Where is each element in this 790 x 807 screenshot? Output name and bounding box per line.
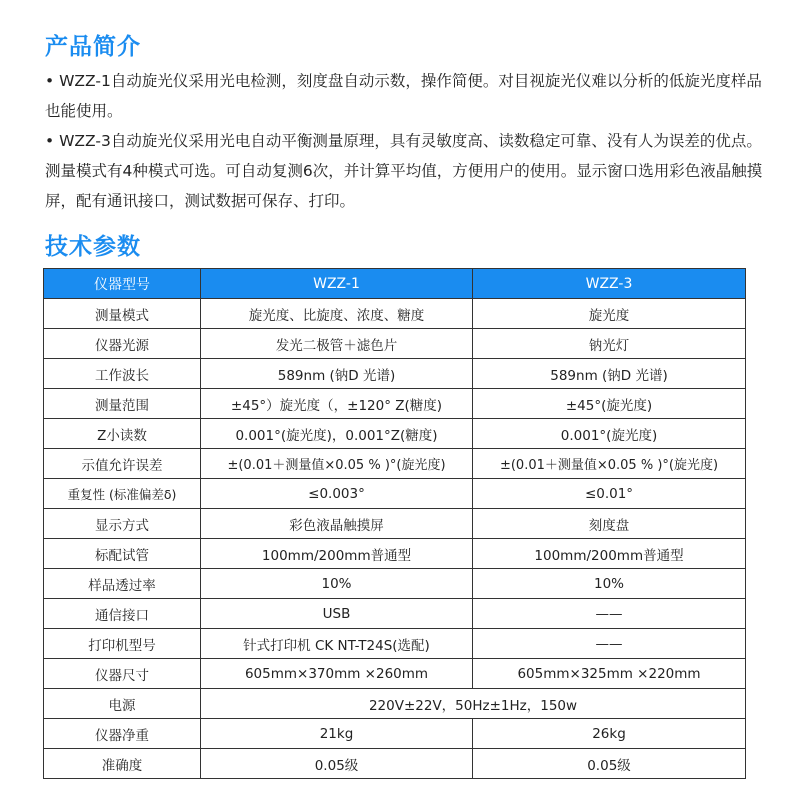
- wzz3-value: 0.001°(旋光度): [473, 419, 746, 449]
- product-intro-heading: 产品简介: [45, 34, 141, 60]
- wzz3-value: ≤0.01°: [473, 479, 746, 509]
- wzz3-value: 旋光度: [473, 299, 746, 329]
- wzz3-value: 10%: [473, 569, 746, 599]
- wzz1-value: 0.001°(旋光度)，0.001°Z(糖度): [201, 419, 473, 449]
- table-row: [44, 719, 746, 749]
- row-label: 仪器净重: [44, 719, 201, 749]
- wzz3-value: 钠光灯: [473, 329, 746, 359]
- wzz3-value: 589nm (钠D 光谱): [473, 359, 746, 389]
- wzz3-value: 605mm×325mm ×220mm: [473, 659, 746, 689]
- wzz1-value: ≤0.003°: [201, 479, 473, 509]
- tech-specs-heading: 技术参数: [45, 234, 141, 260]
- wzz1-value: 589nm (钠D 光谱): [201, 359, 473, 389]
- wzz1-value: 0.05级: [201, 749, 473, 779]
- wzz3-value: ——: [473, 599, 746, 629]
- header-wzz1: WZZ-1: [201, 269, 473, 299]
- wzz1-value: 21kg: [201, 719, 473, 749]
- merged-value: 220V±22V，50Hz±1Hz，150w: [201, 689, 746, 719]
- wzz1-value: ±45°）旋光度（，±120° Z(糖度): [201, 389, 473, 419]
- wzz1-value: 10%: [201, 569, 473, 599]
- wzz3-value: 刻度盘: [473, 509, 746, 539]
- wzz1-value: 彩色液晶触摸屏: [201, 509, 473, 539]
- row-label: 测量模式: [44, 299, 201, 329]
- table-row: [44, 329, 746, 359]
- table-row: [44, 569, 746, 599]
- row-label: 准确度: [44, 749, 201, 779]
- row-label: 通信接口: [44, 599, 201, 629]
- intro-paragraph-wzz1: • WZZ-1自动旋光仪采用光电检测，刻度盘自动示数，操作简便。对目视旋光仪难以分析的低旋光度样品也能使用。: [45, 72, 762, 120]
- row-label: 示值允许误差: [44, 449, 201, 479]
- table-row: [44, 539, 746, 569]
- wzz3-value: ±(0.01＋测量值×0.05 % )°(旋光度): [473, 449, 746, 479]
- row-label: 仪器光源: [44, 329, 201, 359]
- row-label: 电源: [44, 689, 201, 719]
- wzz3-value: ±45°(旋光度): [473, 389, 746, 419]
- row-label: 工作波长: [44, 359, 201, 389]
- wzz1-value: 100mm/200mm普通型: [201, 539, 473, 569]
- row-label: 测量范围: [44, 389, 201, 419]
- table-row: [44, 659, 746, 689]
- specs-table: [43, 268, 746, 779]
- row-label: 重复性 (标准偏差δ): [44, 479, 201, 509]
- product-intro-text: [45, 66, 765, 216]
- wzz3-value: 100mm/200mm普通型: [473, 539, 746, 569]
- row-label: 仪器尺寸: [44, 659, 201, 689]
- wzz1-value: 针式打印机 CK NT-T24S(选配): [201, 629, 473, 659]
- row-label: 标配试管: [44, 539, 201, 569]
- wzz3-value: 0.05级: [473, 749, 746, 779]
- wzz1-value: USB: [201, 599, 473, 629]
- table-row: [44, 479, 746, 509]
- row-label: 样品透过率: [44, 569, 201, 599]
- header-model-label: 仪器型号: [44, 269, 201, 299]
- wzz3-value: ——: [473, 629, 746, 659]
- row-label: 打印机型号: [44, 629, 201, 659]
- table-row: [44, 359, 746, 389]
- table-row: [44, 389, 746, 419]
- specs-header-row: [44, 269, 746, 299]
- wzz1-value: 旋光度、比旋度、浓度、糖度: [201, 299, 473, 329]
- wzz1-value: ±(0.01＋测量值×0.05 % )°(旋光度): [201, 449, 473, 479]
- wzz1-value: 发光二极管＋滤色片: [201, 329, 473, 359]
- table-row: [44, 689, 746, 719]
- table-row: [44, 299, 746, 329]
- intro-paragraph-wzz3: • WZZ-3自动旋光仪采用光电自动平衡测量原理，具有灵敏度高、读数稳定可靠、没有人为误差的优点。测量模式有4种模式可选。可自动复测6次，并计算平均值，方便用户的使用。显示窗口选用彩色液晶触摸屏，配有通讯接口，测试数据可保存、打印。: [45, 132, 763, 210]
- table-row: [44, 749, 746, 779]
- wzz1-value: 605mm×370mm ×260mm: [201, 659, 473, 689]
- table-row: [44, 449, 746, 479]
- table-row: [44, 599, 746, 629]
- header-wzz3: WZZ-3: [473, 269, 746, 299]
- wzz3-value: 26kg: [473, 719, 746, 749]
- row-label: Z小读数: [44, 419, 201, 449]
- table-row: [44, 629, 746, 659]
- table-row: [44, 419, 746, 449]
- row-label: 显示方式: [44, 509, 201, 539]
- table-row: [44, 509, 746, 539]
